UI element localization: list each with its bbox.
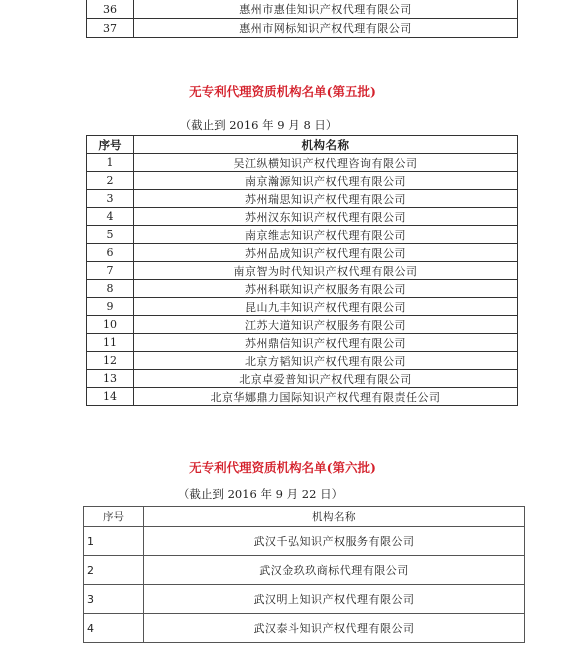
org-name: 苏州品成知识产权代理有限公司 [134, 244, 518, 262]
table-row [87, 244, 518, 262]
batch4-table-tail [86, 0, 518, 38]
table-row [84, 585, 525, 614]
table-row [87, 0, 518, 19]
org-name: 苏州瑞思知识产权代理有限公司 [134, 190, 518, 208]
row-number: 2 [87, 172, 134, 190]
row-number: 8 [87, 280, 134, 298]
table-header-row [84, 507, 525, 527]
row-number: 9 [87, 298, 134, 316]
org-name: 南京维志知识产权代理有限公司 [134, 226, 518, 244]
org-name: 吴江纵横知识产权代理咨询有限公司 [134, 154, 518, 172]
batch6-table [83, 506, 525, 643]
header-number: 序号 [84, 507, 144, 527]
table-row [87, 388, 518, 406]
org-name: 惠州市惠佳知识产权代理有限公司 [134, 0, 518, 19]
row-number: 7 [87, 262, 134, 280]
header-number: 序号 [87, 136, 134, 154]
row-number: 5 [87, 226, 134, 244]
row-number: 14 [87, 388, 134, 406]
header-org-name: 机构名称 [134, 136, 518, 154]
table-header-row [87, 136, 518, 154]
row-number: 3 [87, 190, 134, 208]
batch5-cutoff-date: （截止到 2016 年 9 月 8 日） [179, 118, 338, 132]
table-row [84, 527, 525, 556]
row-number: 37 [87, 19, 134, 38]
org-name: 昆山九丰知识产权代理有限公司 [134, 298, 518, 316]
table-row [87, 262, 518, 280]
row-number: 6 [87, 244, 134, 262]
table-row [87, 208, 518, 226]
table-row [87, 316, 518, 334]
table-row [87, 226, 518, 244]
batch6-title: 无专利代理资质机构名单(第六批) [189, 460, 376, 475]
row-number: 10 [87, 316, 134, 334]
row-number: 11 [87, 334, 134, 352]
org-name: 南京瀚源知识产权代理有限公司 [134, 172, 518, 190]
row-number: 4 [87, 208, 134, 226]
table-row [87, 190, 518, 208]
table-row [87, 172, 518, 190]
org-name: 苏州鼎信知识产权代理有限公司 [134, 334, 518, 352]
row-number: 1 [84, 527, 144, 556]
row-number: 3 [84, 585, 144, 614]
table-row [87, 154, 518, 172]
table-row [87, 19, 518, 38]
table-row [84, 614, 525, 643]
header-org-name: 机构名称 [144, 507, 525, 527]
batch5-title: 无专利代理资质机构名单(第五批) [189, 84, 376, 99]
org-name: 北京卓爱普知识产权代理有限公司 [134, 370, 518, 388]
org-name: 苏州科联知识产权服务有限公司 [134, 280, 518, 298]
org-name: 惠州市网标知识产权代理有限公司 [134, 19, 518, 38]
org-name: 武汉千弘知识产权服务有限公司 [144, 527, 525, 556]
table-row [87, 298, 518, 316]
row-number: 12 [87, 352, 134, 370]
org-name: 北京方韬知识产权代理有限公司 [134, 352, 518, 370]
row-number: 36 [87, 0, 134, 19]
table-row [87, 370, 518, 388]
table-row [84, 556, 525, 585]
table-row [87, 334, 518, 352]
row-number: 1 [87, 154, 134, 172]
org-name: 武汉泰斗知识产权代理有限公司 [144, 614, 525, 643]
table-row [87, 352, 518, 370]
batch6-cutoff-date: （截止到 2016 年 9 月 22 日） [177, 487, 344, 501]
org-name: 北京华娜鼎力国际知识产权代理有限责任公司 [134, 388, 518, 406]
row-number: 4 [84, 614, 144, 643]
batch5-table [86, 135, 518, 406]
row-number: 2 [84, 556, 144, 585]
org-name: 南京智为时代知识产权代理有限公司 [134, 262, 518, 280]
org-name: 苏州汉东知识产权代理有限公司 [134, 208, 518, 226]
org-name: 武汉金玖玖商标代理有限公司 [144, 556, 525, 585]
org-name: 武汉明上知识产权代理有限公司 [144, 585, 525, 614]
org-name: 江苏大道知识产权服务有限公司 [134, 316, 518, 334]
table-row [87, 280, 518, 298]
row-number: 13 [87, 370, 134, 388]
